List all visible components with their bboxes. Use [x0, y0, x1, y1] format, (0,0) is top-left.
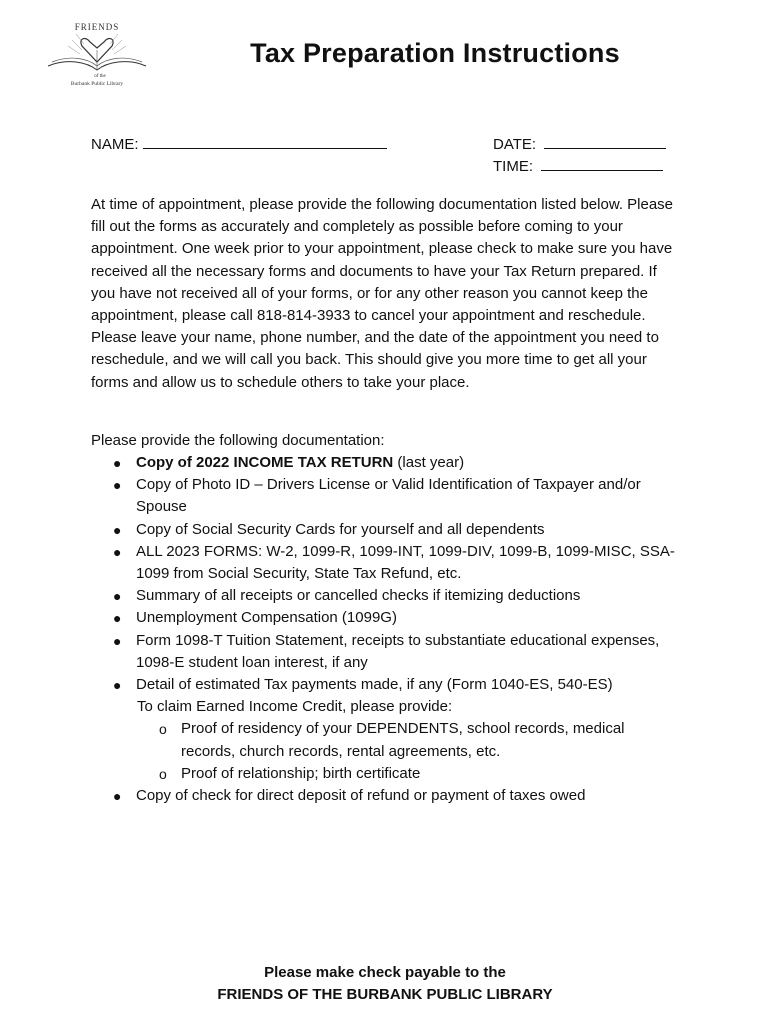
list-item: [91, 630, 681, 674]
list-item: [91, 585, 681, 607]
eic-section: [91, 696, 681, 718]
list-item-text: Copy of Photo ID – Drivers License or Valid Identification of Taxpayer and/or Spouse: [136, 476, 641, 516]
list-item: [91, 452, 681, 474]
date-blank-line[interactable]: [544, 134, 666, 149]
open-book-heart-icon: [42, 20, 152, 88]
footer-line-1: Please make check payable to the: [264, 964, 506, 981]
eic-sublist: [91, 718, 681, 785]
list-item-text: Unemployment Compensation (1099G): [136, 609, 397, 627]
name-label: NAME:: [91, 136, 139, 153]
documentation-list: [91, 452, 681, 807]
name-field: [91, 134, 387, 156]
sub-list-item-text: Proof of residency of your DEPENDENTS, school records, medical records, church records, rental agreements, etc.: [181, 720, 625, 760]
list-item-text: ALL 2023 FORMS: W-2, 1099-R, 1099-INT, 1099-DIV, 1099-B, 1099-MISC, SSA-1099 from Social Security, State Tax Refund, etc.: [136, 542, 675, 583]
page-title: Tax Preparation Instructions: [250, 38, 620, 68]
footer-line-2: FRIENDS OF THE BURBANK PUBLIC LIBRARY: [217, 986, 553, 1003]
bullet-icon: ●: [113, 677, 122, 694]
time-label: TIME:: [493, 158, 533, 175]
list-item: [91, 607, 681, 629]
list-item-text: Form 1098-T Tuition Statement, receipts to substantiate educational expenses, 1098-E student loan interest, if any: [136, 631, 660, 671]
bullet-icon: ●: [113, 632, 122, 649]
sub-list-item: [91, 763, 681, 785]
logo-of-text: of the: [94, 74, 106, 79]
list-item: [91, 519, 681, 541]
list-item-text: Summary of all receipts or cancelled checks if itemizing deductions: [136, 587, 581, 605]
bullet-icon: ●: [113, 588, 122, 605]
provide-heading: Please provide the following documentation:: [91, 432, 385, 449]
list-item: [91, 474, 681, 518]
eic-sublist-container: [91, 718, 681, 785]
sub-list-item-text: Proof of relationship; birth certificate: [181, 764, 421, 782]
bullet-icon: ●: [113, 455, 122, 471]
friends-library-logo: [42, 20, 152, 88]
time-blank-line[interactable]: [541, 156, 663, 171]
date-label: DATE:: [493, 136, 537, 153]
bullet-icon: ●: [113, 788, 122, 805]
circle-bullet-icon: o: [159, 721, 167, 738]
bullet-icon: ●: [113, 543, 122, 560]
sub-list-item: [91, 718, 681, 762]
list-item: [91, 541, 681, 585]
bullet-icon: ●: [113, 521, 122, 538]
logo-bottom-text: Burbank Public Library: [70, 81, 124, 87]
circle-bullet-icon: o: [159, 765, 167, 782]
list-item: [91, 674, 681, 696]
logo-top-text: FRIENDS: [74, 22, 120, 32]
prior-return-note: (last year): [393, 454, 465, 471]
date-field: [493, 134, 666, 156]
bullet-icon: ●: [113, 477, 122, 494]
list-item-text: Copy of Social Security Cards for yourself and all dependents: [136, 520, 545, 538]
prior-return-label: Copy of 2022 INCOME TAX RETURN: [136, 454, 394, 471]
name-blank-line[interactable]: [143, 134, 387, 149]
list-item-text: Detail of estimated Tax payments made, if any (Form 1040-ES, 540-ES): [136, 676, 613, 694]
intro-paragraph: At time of appointment, please provide the following documentation listed below. Please fill out the forms as accurately and completely as possible before coming to your appointment. One week prior to your appointment, please check to make sure you have received all the necessary forms and documents to have your Tax Return prepared. If you have not received all of your forms, or for any other reason you cannot keep the appointment, please call 818-814-3933 to cancel your appointment and reschedule. Please leave your name, phone number, and the date of the appointment you need to reschedule, and we will call you back. This should give you more time to get all your forms and allow us to schedule others to take your place.: [91, 196, 674, 391]
eic-heading: To claim Earned Income Credit, please provide:: [137, 698, 453, 716]
list-item: [91, 785, 681, 807]
time-field: [493, 156, 663, 178]
list-item-text: Copy of check for direct deposit of refund or payment of taxes owed: [136, 787, 586, 805]
bullet-icon: ●: [113, 610, 122, 627]
